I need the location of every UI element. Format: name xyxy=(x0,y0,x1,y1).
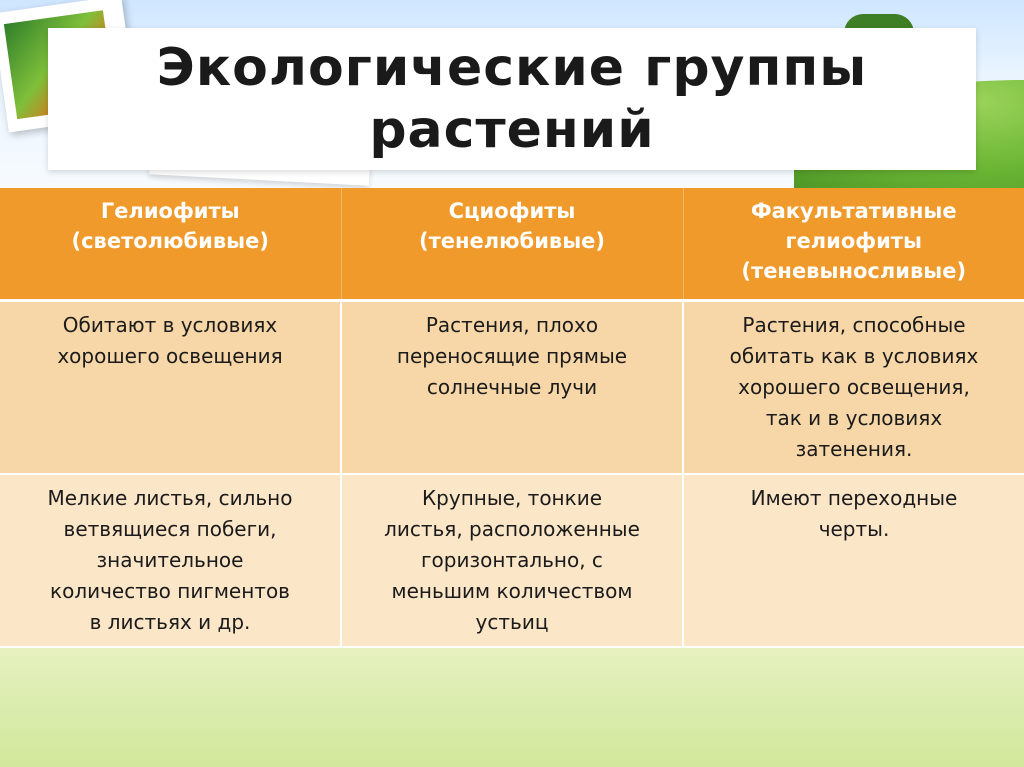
cell-line: переносящие прямые xyxy=(396,343,628,368)
cell-line: Имеют переходные xyxy=(750,485,958,510)
cell-line: хорошего освещения xyxy=(57,343,283,368)
cell-line: так и в условиях xyxy=(765,405,943,430)
header-line: (тенелюбивые) xyxy=(418,229,606,253)
grass-background xyxy=(0,632,1024,767)
header-heliophytes xyxy=(0,188,341,300)
header-line: Факультативные xyxy=(750,199,957,223)
cell-line: листья, расположенные xyxy=(384,516,640,541)
cell-line: количество пигментов xyxy=(50,578,290,603)
table-header-row xyxy=(0,188,1024,300)
header-line: Гелиофиты xyxy=(100,199,240,223)
table-cell xyxy=(0,474,341,647)
cell-line: Растения, способные xyxy=(742,312,966,337)
cell-line: обитать как в условиях xyxy=(729,343,979,368)
comparison-table xyxy=(0,188,1024,648)
ecological-groups-table xyxy=(0,188,1024,648)
cell-line: меньшим количеством xyxy=(391,578,633,603)
header-facultative-heliophytes xyxy=(683,188,1024,300)
slide-title-line: растений xyxy=(369,100,655,160)
cell-line: Растения, плохо xyxy=(425,312,599,337)
slide-title xyxy=(157,37,868,161)
table-cell xyxy=(341,474,683,647)
cell-line: устьиц xyxy=(475,609,549,634)
cell-line: в листьях и др. xyxy=(89,609,251,634)
table-cell xyxy=(683,474,1024,647)
cell-line: солнечные лучи xyxy=(426,374,598,399)
cell-line: Обитают в условиях xyxy=(62,312,278,337)
header-line: (светолюбивые) xyxy=(71,229,269,253)
cell-line: затенения. xyxy=(795,436,913,461)
table-cell xyxy=(341,300,683,474)
title-box xyxy=(48,28,976,170)
table-cell xyxy=(0,300,341,474)
header-line: Сциофиты xyxy=(448,199,576,223)
table-row xyxy=(0,474,1024,647)
header-line: (теневыносливые) xyxy=(741,259,967,283)
table-row xyxy=(0,300,1024,474)
cell-line: горизонтально, с xyxy=(421,547,603,572)
cell-line: значительное xyxy=(96,547,244,572)
slide-title-line: Экологические группы xyxy=(156,38,868,98)
cell-line: ветвящиеся побеги, xyxy=(63,516,277,541)
cell-line: хорошего освещения, xyxy=(738,374,970,399)
header-sciophytes xyxy=(341,188,683,300)
table-cell xyxy=(683,300,1024,474)
cell-line: Крупные, тонкие xyxy=(421,485,603,510)
header-line: гелиофиты xyxy=(785,229,922,253)
cell-line: Мелкие листья, сильно xyxy=(47,485,293,510)
cell-line: черты. xyxy=(818,516,890,541)
